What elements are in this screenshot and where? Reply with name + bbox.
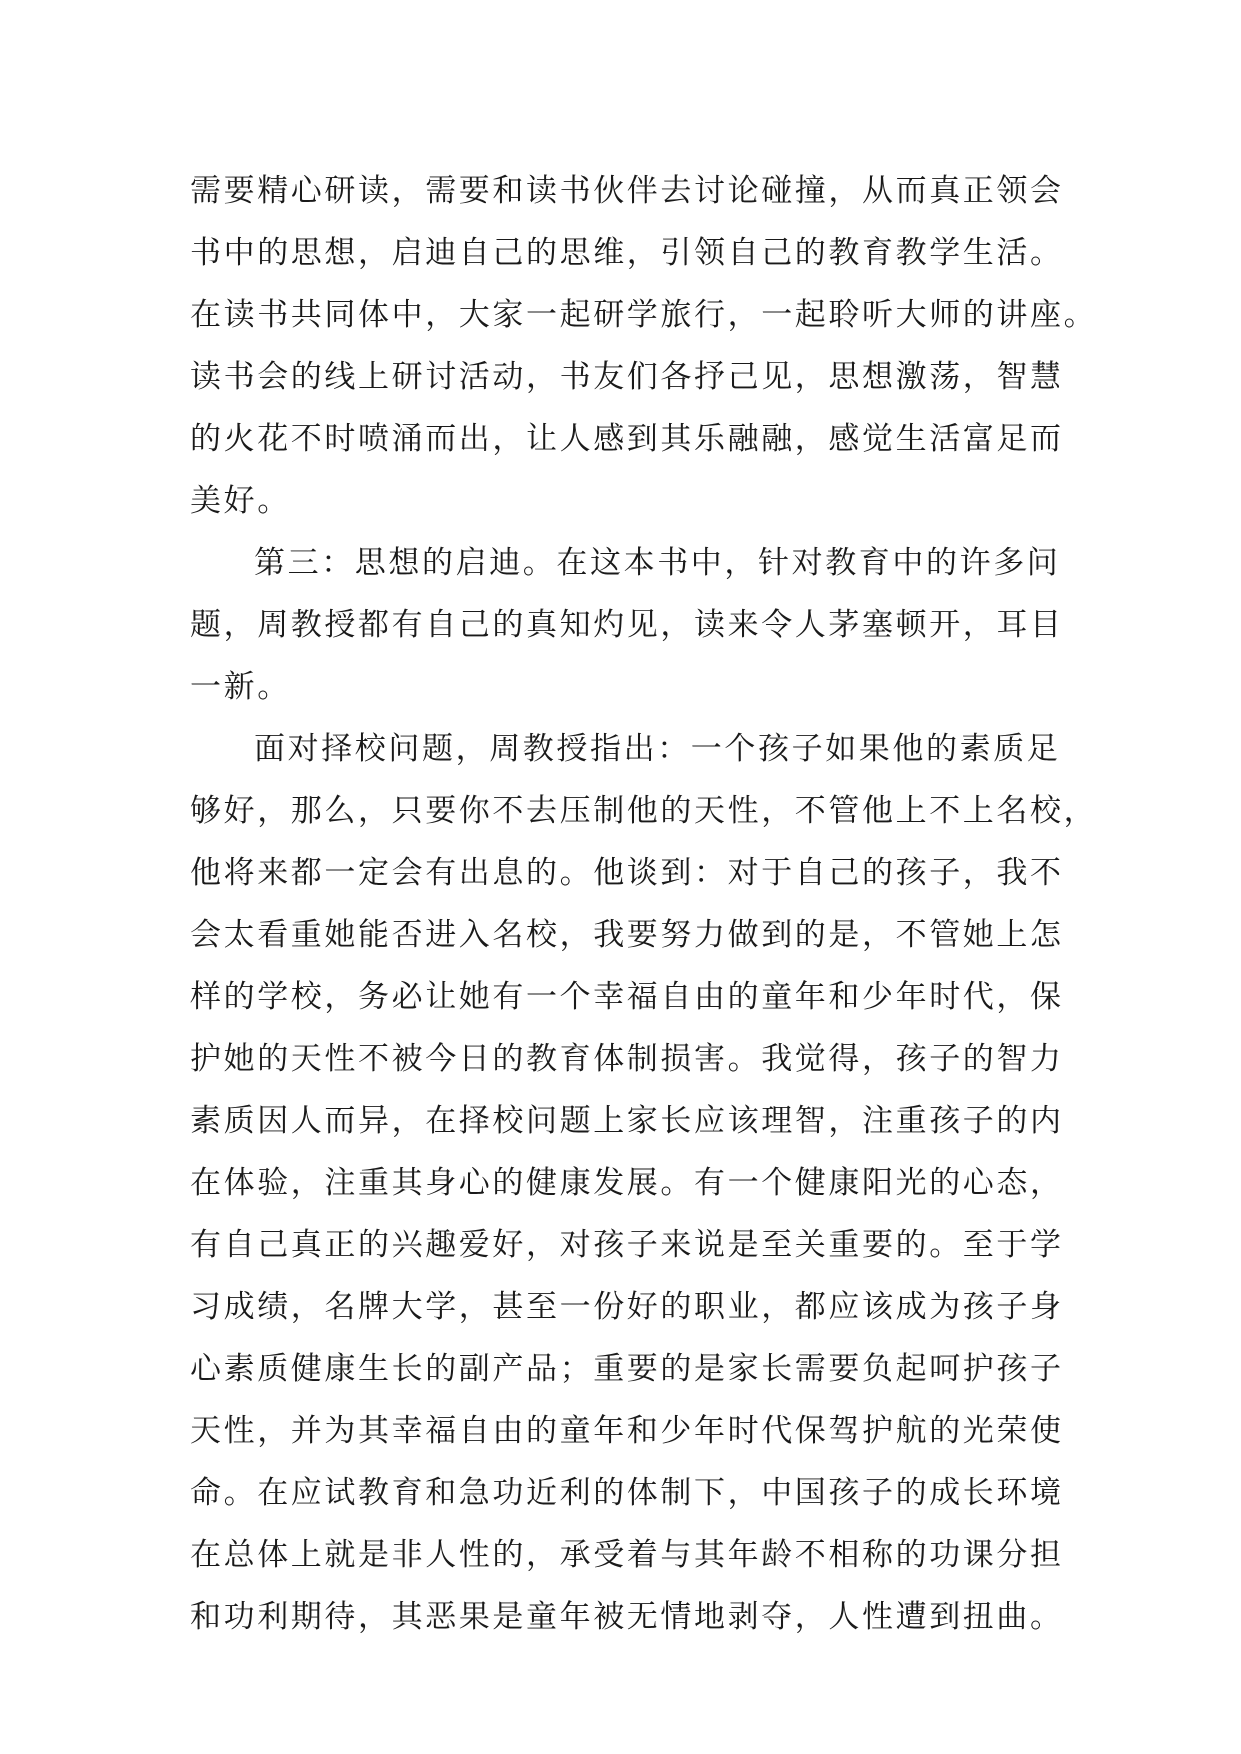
- text-line: 在读书共同体中，大家一起研学旅行，一起聆听大师的讲座。: [190, 297, 1098, 333]
- text-line: 和功利期待，其恶果是童年被无情地剥夺，人性遭到扭曲。: [190, 1599, 1064, 1635]
- text-line: 素质因人而异，在择校问题上家长应该理智，注重孩子的内: [190, 1103, 1064, 1139]
- text-line: 需要精心研读，需要和读书伙伴去讨论碰撞，从而真正领会: [190, 173, 1064, 209]
- text-line: 护她的天性不被今日的教育体制损害。我觉得，孩子的智力: [190, 1041, 1064, 1077]
- text-line: 在总体上就是非人性的，承受着与其年龄不相称的功课分担: [190, 1537, 1064, 1573]
- text-line: 心素质健康生长的副产品；重要的是家长需要负起呵护孩子: [190, 1351, 1064, 1387]
- text-line: 命。在应试教育和急功近利的体制下，中国孩子的成长环境: [190, 1475, 1064, 1511]
- text-line: 习成绩，名牌大学，甚至一份好的职业，都应该成为孩子身: [190, 1289, 1064, 1325]
- text-line: 题，周教授都有自己的真知灼见，读来令人茅塞顿开，耳目: [190, 607, 1064, 643]
- text-line: 的火花不时喷涌而出，让人感到其乐融融，感觉生活富足而: [190, 421, 1064, 457]
- text-line: 样的学校，务必让她有一个幸福自由的童年和少年时代，保: [190, 979, 1064, 1015]
- paragraph-start-line: 第三：思想的启迪。在这本书中，针对教育中的许多问: [254, 545, 1061, 581]
- text-line: 美好。: [190, 483, 291, 519]
- paragraph-start-line: 面对择校问题，周教授指出：一个孩子如果他的素质足: [254, 731, 1061, 767]
- text-line: 一新。: [190, 669, 291, 705]
- text-line: 够好，那么，只要你不去压制他的天性，不管他上不上名校，: [190, 793, 1098, 829]
- text-line: 天性，并为其幸福自由的童年和少年时代保驾护航的光荣使: [190, 1413, 1064, 1449]
- text-line: 会太看重她能否进入名校，我要努力做到的是，不管她上怎: [190, 917, 1064, 953]
- text-line: 他将来都一定会有出息的。他谈到：对于自己的孩子，我不: [190, 855, 1064, 891]
- body-text: [190, 160, 1098, 1648]
- text-line: 在体验，注重其身心的健康发展。有一个健康阳光的心态，: [190, 1165, 1064, 1201]
- text-line: 读书会的线上研讨活动，书友们各抒己见，思想激荡，智慧: [190, 359, 1064, 395]
- text-line: 书中的思想，启迪自己的思维，引领自己的教育教学生活。: [190, 235, 1064, 271]
- text-line: 有自己真正的兴趣爱好，对孩子来说是至关重要的。至于学: [190, 1227, 1064, 1263]
